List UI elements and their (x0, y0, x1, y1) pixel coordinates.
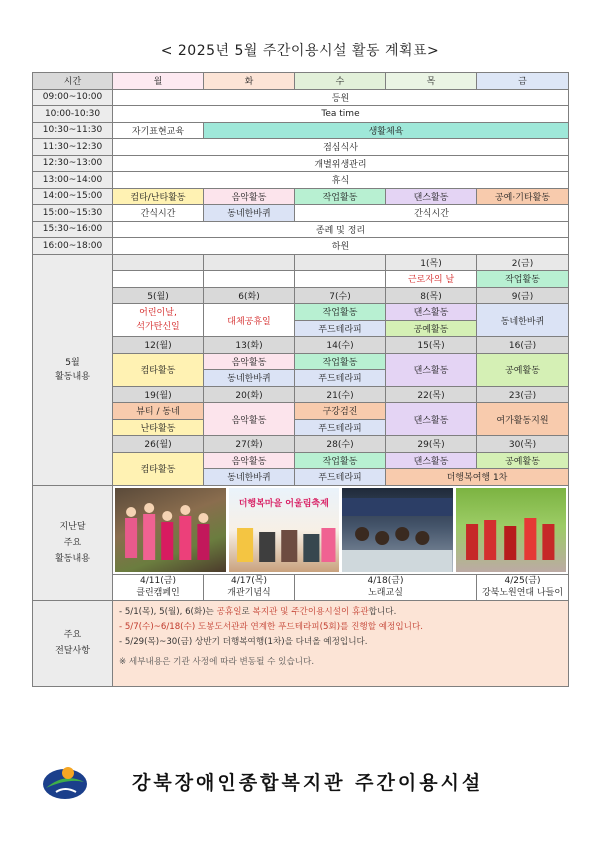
time-cell: 14:00~15:00 (33, 188, 113, 205)
photo-outing (456, 488, 567, 572)
time-cell: 16:00~18:00 (33, 238, 113, 255)
date-cell: 15(목) (386, 337, 477, 354)
date-cell: 2(금) (477, 254, 569, 271)
activity-cell: 댄스활동 (386, 452, 477, 469)
activity-cell: 음악활동 (204, 353, 295, 370)
photo-caption (295, 574, 477, 600)
date-cell: 26(월) (113, 436, 204, 453)
note-text: 로 (241, 606, 253, 617)
daily-activity: 간식시간 (295, 205, 569, 222)
header-row (33, 73, 569, 90)
trip-cell: 더행복여행 1차 (386, 469, 569, 486)
activity-cell (295, 271, 386, 288)
footer (32, 762, 568, 802)
activity-cell: 음악활동 (204, 403, 295, 436)
activity-cell: 작업활동 (295, 353, 386, 370)
date-cell (295, 254, 386, 271)
note-food-therapy: - 5/7(수)~6/18(수) 도봉도서관과 연계한 푸드테라피(5회)를 진행할 예정입니다. (119, 621, 423, 632)
photo-image (115, 488, 226, 572)
activity-cell (204, 271, 295, 288)
daily-row (33, 238, 569, 255)
date-cell: 13(화) (204, 337, 295, 354)
date-cell: 30(목) (477, 436, 569, 453)
daily-row (33, 172, 569, 189)
activity-cell: 뷰티 / 동네 (113, 403, 204, 420)
photo-date: 4/25(금) (504, 576, 541, 586)
daily-row (33, 155, 569, 172)
activity-cell: 댄스활동 (386, 403, 477, 436)
photo-date: 4/11(금) (140, 576, 176, 586)
daily-row (33, 205, 569, 222)
header-wed: 수 (295, 73, 386, 90)
daily-activity: 휴식 (113, 172, 569, 189)
note-text: 합니다. (368, 606, 397, 617)
date-cell: 5(월) (113, 287, 204, 304)
date-cell: 29(목) (386, 436, 477, 453)
page-title: < 2025년 5월 주간이용시설 활동 계획표> (160, 43, 440, 59)
monthly-label-line: 활동내용 (55, 371, 90, 382)
daily-activity: 개별위생관리 (113, 155, 569, 172)
date-cell: 8(목) (386, 287, 477, 304)
activity-cell: 컴타활동 (113, 452, 204, 485)
activity-cell: 공예활동 (386, 320, 477, 337)
daily-activity: 등원 (113, 89, 569, 106)
activity-cell: 작업활동 (295, 304, 386, 321)
daily-row (33, 106, 569, 123)
activity-cell: 동네한바퀴 (477, 304, 569, 337)
week2-activity-row (33, 304, 569, 321)
daily-activity: 점심식사 (113, 139, 569, 156)
time-cell: 12:30~13:00 (33, 155, 113, 172)
photo-caption-row (33, 574, 569, 600)
activity-cell: 여가활동지원 (477, 403, 569, 436)
activity-cell: 푸드테라피 (295, 469, 386, 486)
footer-title: 강북장애인종합복지관 주간이용시설 (132, 772, 484, 794)
date-cell: 12(월) (113, 337, 204, 354)
daily-activity: 컴타/난타활동 (113, 188, 204, 205)
activity-cell: 구강검진 (295, 403, 386, 420)
daily-row (33, 89, 569, 106)
activity-cell: 동네한바퀴 (204, 370, 295, 387)
activity-cell: 근로자의 날 (386, 271, 477, 288)
time-cell: 09:00~10:00 (33, 89, 113, 106)
activity-cell: 난타활동 (113, 419, 204, 436)
notes-label-line: 전달사항 (55, 646, 90, 656)
activity-cell: 작업활동 (295, 452, 386, 469)
week3-activity-row (33, 353, 569, 370)
date-cell: 7(수) (295, 287, 386, 304)
header-fri: 금 (477, 73, 569, 90)
photo-title: 강북노원연대 나들이 (481, 588, 564, 598)
activity-cell: 공예활동 (477, 452, 569, 469)
note-trip: - 5/29(목)~30(금) 상반기 더행복여행(1차)을 다녀올 예정입니다. (119, 636, 368, 647)
photo-cleanup-campaign (115, 488, 226, 572)
date-cell: 22(목) (386, 386, 477, 403)
photo-title: 클린캠페인 (136, 588, 180, 598)
time-cell: 13:00~14:00 (33, 172, 113, 189)
date-cell: 21(수) (295, 386, 386, 403)
photo-date: 4/17(목) (231, 576, 267, 586)
date-cell (113, 254, 204, 271)
monthly-label-line: 5월 (65, 357, 80, 368)
activity-cell (113, 271, 204, 288)
time-cell: 10:00-10:30 (33, 106, 113, 123)
daily-activity: 음악활동 (204, 188, 295, 205)
holiday-line: 석가탄신일 (136, 322, 180, 332)
date-cell: 27(화) (204, 436, 295, 453)
photo-date: 4/18(금) (367, 576, 404, 586)
note-text: - 5/1(목), 5(월), 6(화)는 (119, 606, 217, 617)
daily-row (33, 188, 569, 205)
photo-image (342, 488, 453, 572)
past-label (33, 485, 113, 600)
note-highlight: 복지관 및 주간이용시설이 휴관 (252, 606, 369, 617)
date-cell: 1(목) (386, 254, 477, 271)
daily-activity: 자기표현교육 (113, 122, 204, 139)
notes-content (113, 600, 569, 686)
date-cell (204, 254, 295, 271)
note-holiday (119, 605, 562, 620)
date-cell: 19(월) (113, 386, 204, 403)
activity-cell: 푸드테라피 (295, 419, 386, 436)
week5-activity-row (33, 452, 569, 469)
date-cell: 9(금) (477, 287, 569, 304)
time-cell: 11:30~12:30 (33, 139, 113, 156)
week5-date-row (33, 436, 569, 453)
daily-row (33, 221, 569, 238)
photo-singing-class (342, 488, 453, 572)
activity-cell: 동네한바퀴 (204, 469, 295, 486)
note-highlight: 공휴일 (216, 606, 242, 617)
photo-caption (477, 574, 569, 600)
week1-date-row (33, 254, 569, 271)
daily-activity: 생활체육 (204, 122, 569, 139)
daily-activity: 종례 및 정리 (113, 221, 569, 238)
daily-activity: 공예·기타활동 (477, 188, 569, 205)
notes-label-line: 주요 (63, 630, 82, 640)
header-mon: 월 (113, 73, 204, 90)
time-cell: 15:00~15:30 (33, 205, 113, 222)
activity-cell: 컴타활동 (113, 353, 204, 386)
activity-cell: 작업활동 (477, 271, 569, 288)
date-cell: 16(금) (477, 337, 569, 354)
date-cell: 20(화) (204, 386, 295, 403)
week4-activity-row (33, 403, 569, 420)
activity-cell: 댄스활동 (386, 304, 477, 321)
date-cell: 6(화) (204, 287, 295, 304)
banner-text: 더행복마을 어울림축제 (238, 498, 329, 509)
logo-icon (38, 762, 92, 802)
activity-cell: 음악활동 (204, 452, 295, 469)
header-thu: 목 (386, 73, 477, 90)
daily-activity: 동네한바퀴 (204, 205, 295, 222)
photo-image (229, 488, 340, 572)
photo-title: 개관기념식 (227, 588, 271, 598)
activity-cell: 푸드테라피 (295, 320, 386, 337)
date-cell: 28(수) (295, 436, 386, 453)
time-cell: 15:30~16:00 (33, 221, 113, 238)
notes-label (33, 600, 113, 686)
date-cell: 14(수) (295, 337, 386, 354)
daily-row (33, 139, 569, 156)
photo-caption (204, 574, 295, 600)
photo-title: 노래교실 (368, 588, 403, 598)
activity-cell: 댄스활동 (386, 353, 477, 386)
daily-activity: 댄스활동 (386, 188, 477, 205)
daily-activity: Tea time (113, 106, 569, 123)
header-tue: 화 (204, 73, 295, 90)
photo-strip (113, 485, 569, 574)
activity-cell: 공예활동 (477, 353, 569, 386)
notes-row (33, 600, 569, 686)
monthly-label (33, 254, 113, 485)
past-label-line: 활동내용 (55, 553, 90, 564)
past-label-line: 주요 (63, 537, 82, 548)
note-disclaimer: ※ 세부내용은 기관 사정에 따라 변동될 수 있습니다. (119, 656, 315, 667)
week3-date-row (33, 337, 569, 354)
header-time: 시간 (33, 73, 113, 90)
daily-row (33, 122, 569, 139)
activity-cell (113, 304, 204, 337)
week4-date-row (33, 386, 569, 403)
photo-caption (113, 574, 204, 600)
date-cell: 23(금) (477, 386, 569, 403)
photo-row (33, 485, 569, 574)
holiday-line: 어린이날, (139, 308, 177, 318)
activity-cell: 푸드테라피 (295, 370, 386, 387)
past-label-line: 지난달 (59, 521, 86, 532)
week2-date-row (33, 287, 569, 304)
activity-cell: 대체공휴일 (204, 304, 295, 337)
photo-image (456, 488, 567, 572)
daily-activity: 간식시간 (113, 205, 204, 222)
daily-activity: 하원 (113, 238, 569, 255)
schedule-table (32, 72, 569, 687)
time-cell: 10:30~11:30 (33, 122, 113, 139)
daily-activity: 작업활동 (295, 188, 386, 205)
photo-anniversary (229, 488, 340, 572)
